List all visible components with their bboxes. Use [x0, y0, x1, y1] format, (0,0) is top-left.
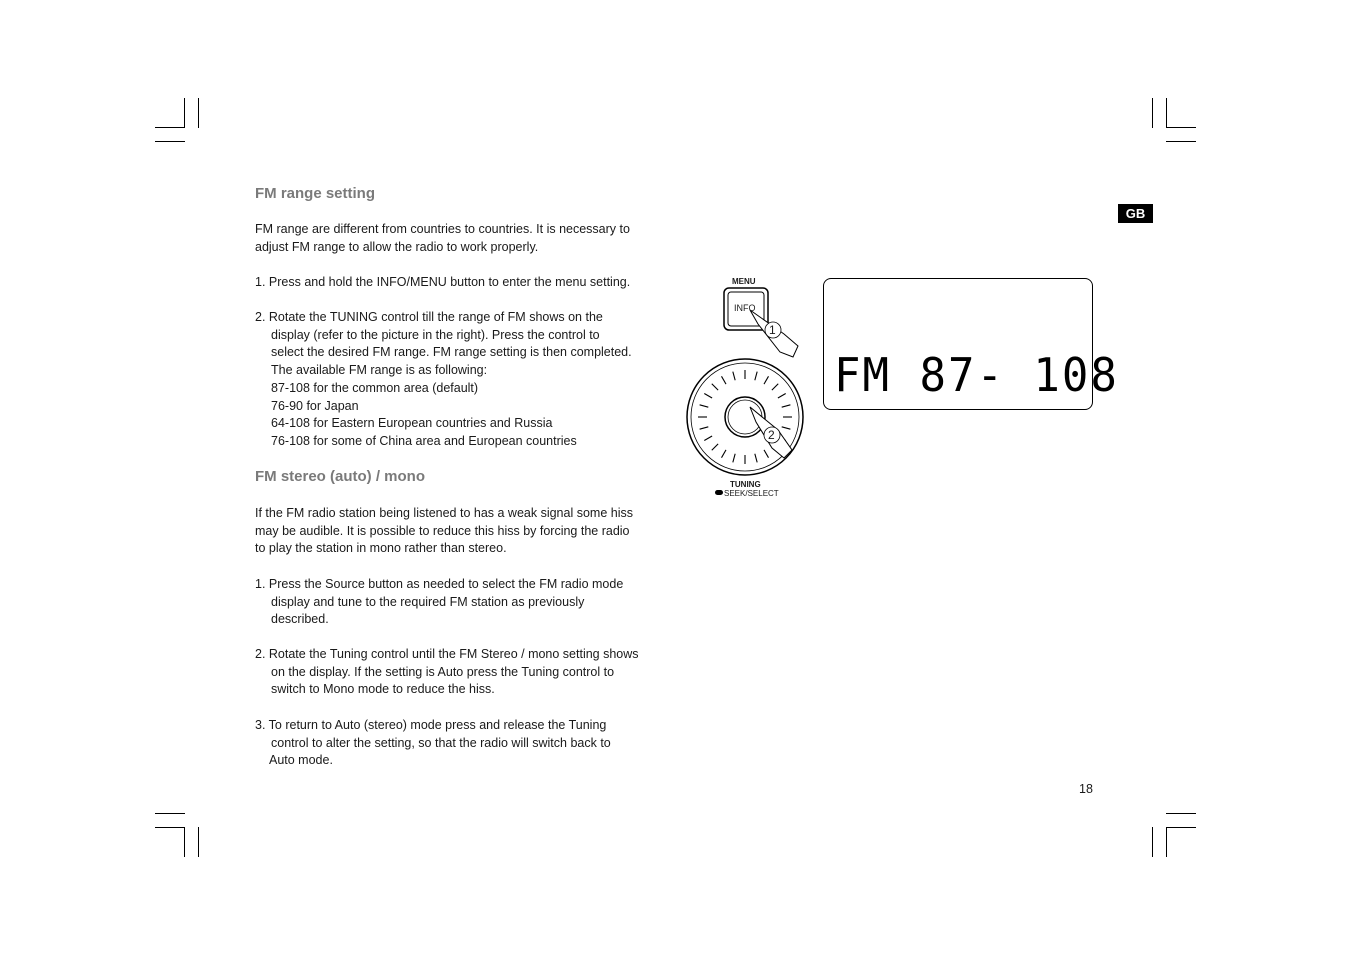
crop-mark [155, 827, 185, 828]
crop-mark [1166, 827, 1167, 857]
text-line: 1. Press the Source button as needed to select the FM radio mode [255, 577, 624, 591]
section-heading-fm-range: FM range setting [255, 185, 376, 202]
text-line: 76-108 for some of China area and European countries [271, 433, 577, 448]
text-line: 3. To return to Auto (stereo) mode press and release the Tuning [255, 718, 607, 732]
fm-stereo-step-2 [255, 646, 675, 699]
crop-mark [1152, 98, 1153, 128]
text-line: 64-108 for Eastern European countries and Russia [271, 416, 553, 431]
callout-1: 1 [769, 323, 776, 337]
text-line: The available FM range is as following: [271, 363, 488, 378]
crop-mark [198, 827, 199, 857]
fm-stereo-step-3 [255, 717, 675, 770]
lcd-display-text: FM 87- 108 [834, 349, 1119, 403]
crop-mark [1166, 813, 1196, 814]
crop-mark [155, 127, 185, 128]
crop-mark [155, 141, 185, 142]
crop-mark [1166, 827, 1196, 828]
text-line: switch to Mono mode to reduce the hiss. [271, 682, 495, 697]
text-line: control to alter the setting, so that the radio will switch back to [271, 735, 611, 750]
page-number: 18 [1079, 782, 1093, 796]
language-tab: GB [1118, 204, 1153, 223]
text-line: 87-108 for the common area (default) [271, 380, 479, 395]
crop-mark [198, 98, 199, 128]
controls-illustration [680, 272, 810, 502]
tuning-label: TUNING [730, 480, 761, 489]
text-line: display (refer to the picture in the right). Press the control to [271, 327, 600, 342]
crop-mark [184, 98, 185, 128]
crop-mark [1166, 127, 1196, 128]
info-label: INFO [734, 303, 756, 313]
text-line: on the display. If the setting is Auto press the Tuning control to [271, 664, 615, 679]
lcd-display [823, 278, 1119, 410]
fm-stereo-step-1 [255, 576, 675, 629]
text-line: 2. Rotate the Tuning control until the FM Stereo / mono setting shows [255, 647, 639, 661]
text-line: 76-90 for Japan [271, 398, 359, 413]
text-line: display and tune to the required FM station as previously [271, 594, 585, 609]
text-line: 1. Press and hold the INFO/MENU button to enter the menu setting. [255, 275, 631, 289]
text-line: may be audible. It is possible to reduce this hiss by forcing the radio [255, 523, 630, 538]
text-line: adjust FM range to allow the radio to work properly. [255, 239, 539, 254]
crop-mark [1166, 141, 1196, 142]
fm-stereo-intro [255, 505, 675, 558]
fm-range-step-1 [255, 274, 675, 292]
text-line: Auto mode. [269, 753, 333, 768]
text-line: described. [271, 612, 329, 627]
fm-range-step-2 [255, 309, 675, 451]
crop-mark [184, 827, 185, 857]
text-line: to play the station in mono rather than stereo. [255, 541, 507, 556]
fm-range-intro [255, 221, 675, 256]
text-line: If the FM radio station being listened to has a weak signal some hiss [255, 506, 633, 520]
text-line: 2. Rotate the TUNING control till the range of FM shows on the [255, 310, 603, 324]
text-line: select the desired FM range. FM range setting is then completed. [271, 345, 632, 360]
crop-mark [1152, 827, 1153, 857]
crop-mark [1166, 98, 1167, 128]
section-heading-fm-stereo: FM stereo (auto) / mono [255, 468, 425, 485]
crop-mark [155, 813, 185, 814]
callout-2: 2 [768, 428, 775, 442]
seek-select-label: SEEK/SELECT [724, 489, 779, 498]
menu-label: MENU [732, 277, 756, 286]
text-line: FM range are different from countries to countries. It is necessary to [255, 222, 630, 236]
